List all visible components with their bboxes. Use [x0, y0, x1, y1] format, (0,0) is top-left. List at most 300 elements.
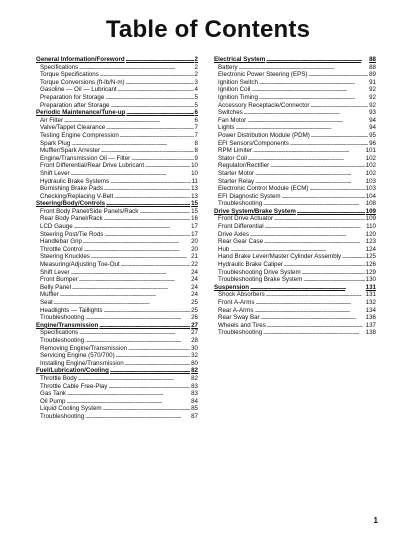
toc-entry[interactable] [36, 223, 198, 231]
toc-entry-page: 101 [365, 147, 376, 155]
toc-entry-label: Troubleshooting [40, 412, 85, 420]
toc-entry-page: 96 [369, 139, 376, 147]
dot-leader [103, 307, 190, 315]
dot-leader [114, 193, 190, 201]
dot-leader [255, 299, 364, 307]
toc-entry[interactable] [36, 253, 198, 261]
dot-leader [64, 117, 194, 125]
toc-entry-page: 3 [194, 78, 198, 86]
toc-entry[interactable] [36, 79, 198, 87]
toc-entry[interactable] [214, 117, 376, 125]
dot-leader [116, 352, 190, 360]
toc-entry-page: 28 [191, 336, 198, 344]
toc-entry-label: Rear Sway Bar [218, 314, 260, 322]
toc-entry[interactable] [214, 185, 376, 193]
toc-entry-label: Burnishing Brake Pads [40, 185, 103, 193]
toc-section-heading[interactable] [36, 109, 198, 117]
toc-entry-page: 92 [369, 101, 376, 109]
toc-entry[interactable] [214, 276, 376, 284]
toc-entry[interactable] [36, 375, 198, 383]
toc-entry-page: 17 [191, 223, 198, 231]
toc-entry[interactable] [214, 238, 376, 246]
toc-entry-page: 24 [191, 291, 198, 299]
dot-leader [239, 64, 369, 72]
toc-entry-label: Hydraulic Brake Systems [40, 177, 110, 185]
toc-entry-page: 15 [191, 207, 198, 215]
toc-entry-page: 95 [369, 131, 376, 139]
toc-entry[interactable] [214, 200, 376, 208]
toc-entry-label: Throttle Body [40, 374, 77, 382]
toc-entry-page: 92 [369, 93, 376, 101]
toc-entry-page: 9 [194, 154, 198, 162]
toc-entry-label: EFI Sensors/Components [218, 139, 289, 147]
toc-entry[interactable] [36, 360, 198, 368]
toc-entry[interactable] [214, 170, 376, 178]
toc-entry-label: Regulator/Rectifier [218, 162, 270, 170]
toc-entry-label: Ignition Switch [218, 78, 258, 86]
toc-entry-label: Preparation after Storage [40, 101, 110, 109]
toc-entry[interactable] [214, 291, 376, 299]
dot-leader [125, 360, 190, 368]
dot-leader [264, 238, 365, 246]
toc-entry[interactable] [36, 352, 198, 360]
toc-entry[interactable] [36, 102, 198, 110]
toc-entry-label: Troubleshooting [218, 200, 263, 208]
dot-leader [106, 200, 190, 208]
toc-section-heading[interactable] [36, 56, 198, 64]
toc-entry-label: Lights [218, 124, 235, 132]
toc-entry[interactable] [36, 345, 198, 353]
toc-entry-label: Air Filter [40, 116, 64, 124]
toc-entry-page: 20 [191, 245, 198, 253]
toc-entry[interactable] [36, 307, 198, 315]
dot-leader [128, 345, 190, 353]
toc-entry-label: Front A-Arms [218, 299, 255, 306]
toc-entry[interactable] [214, 269, 376, 277]
dot-leader [126, 79, 194, 87]
toc-entry-page: 110 [366, 223, 376, 231]
toc-entry-label: Switches [218, 109, 243, 117]
toc-entry-page: 5 [194, 101, 198, 109]
toc-section [36, 56, 198, 109]
toc-entry-page: 10 [191, 169, 198, 177]
toc-entry-label: Headlights — Taillights [40, 306, 103, 314]
toc-entry[interactable] [214, 215, 376, 223]
toc-entry-label: Steering Post/Tie Rods [40, 230, 104, 238]
dot-leader [106, 124, 193, 132]
dot-leader [263, 200, 365, 208]
toc-entry-page: 91 [369, 78, 376, 86]
dot-leader [265, 223, 366, 231]
dot-leader [105, 94, 193, 102]
toc-entry[interactable] [36, 215, 198, 223]
toc-entry[interactable] [36, 147, 198, 155]
dot-leader [121, 261, 190, 269]
toc-entry-label: Seat [40, 299, 53, 306]
toc-entry-label: Electronic Control Module (ECM) [218, 185, 309, 193]
dot-leader [79, 64, 193, 72]
toc-entry-page: 94 [369, 124, 376, 132]
dot-leader [250, 284, 365, 292]
toc-entry-page: 103 [365, 185, 376, 193]
toc-entry-page: 136 [365, 314, 376, 322]
toc-entry-label: Measuring/Adjusting Toe-Out [40, 261, 120, 269]
dot-leader [71, 269, 191, 277]
toc-entry-label: Shock Absorbers [218, 291, 265, 299]
toc-section-heading[interactable] [214, 284, 376, 292]
toc-entry-page: 126 [365, 261, 376, 269]
toc-entry-page: 26 [191, 314, 198, 322]
toc-entry-page: 124 [365, 245, 376, 253]
dot-leader [60, 291, 190, 299]
toc-entry-label: Ignition Coil [218, 86, 251, 94]
toc-entry-label: Electronic Power Steering (EPS) [218, 71, 308, 79]
page-number: 1 [373, 516, 378, 525]
toc-entry-label: Installing Engine/Transmission [40, 359, 124, 367]
toc-entry-page: 131 [365, 291, 376, 299]
toc-section-heading-label: General Information/Foreword [36, 56, 125, 63]
toc-entry-label: Testing Engine Compression [40, 131, 119, 139]
toc-entry-label: Troubleshooting [218, 329, 263, 337]
toc-entry-page: 7 [194, 131, 198, 139]
dot-leader [99, 322, 190, 330]
toc-entry[interactable] [36, 383, 198, 391]
toc-entry-label: Front Differential/Rear Drive Lubricant [40, 162, 145, 170]
toc-entry[interactable] [36, 162, 198, 170]
toc-entry-label: Troubleshooting [40, 336, 85, 344]
dot-leader [311, 132, 368, 140]
dot-leader [259, 79, 368, 87]
toc-entry-label: Checking/Replacing V-Belt [40, 192, 114, 200]
toc-entry-label: Gas Tank [40, 390, 67, 398]
toc-entry-label: Starter Relay [218, 177, 255, 185]
dot-leader [103, 405, 191, 413]
toc-section-heading-label: Electrical System [214, 56, 266, 63]
dot-leader [85, 337, 190, 345]
toc-entry[interactable] [214, 322, 376, 330]
toc-entry-label: Front Differential [218, 223, 264, 231]
toc-entry-label: Troubleshooting Drive System [218, 268, 301, 276]
toc-entry-label: Specifications [40, 329, 79, 337]
toc-section-heading-label: Engine/Transmission [36, 321, 99, 329]
dot-leader [118, 86, 194, 94]
dot-leader [145, 162, 190, 170]
dot-leader [104, 185, 190, 193]
toc-entry[interactable] [214, 314, 376, 322]
dot-leader [250, 231, 365, 239]
toc-entry-page: 83 [191, 382, 198, 390]
toc-entry-page: 102 [365, 154, 376, 162]
toc-entry[interactable] [214, 147, 376, 155]
dot-leader [79, 329, 190, 337]
toc-entry-label: Hub [218, 245, 230, 253]
toc-entry[interactable] [36, 238, 198, 246]
dot-leader [110, 102, 193, 110]
toc-entry-page: 104 [365, 192, 376, 200]
dot-leader [66, 398, 190, 406]
dot-leader [310, 102, 368, 110]
dot-leader [284, 261, 365, 269]
toc-entry-page: 22 [191, 261, 198, 269]
toc-entry-page: 25 [191, 306, 198, 314]
dot-leader [255, 178, 365, 186]
toc-entry[interactable] [214, 253, 376, 261]
toc-entry-label: Accessory Receptacle/Connector [218, 101, 310, 109]
toc-entry-page: 8 [194, 147, 198, 155]
toc-entry-label: Engine/Transmission Oil — Filter [40, 154, 131, 162]
toc-entry[interactable] [36, 246, 198, 254]
toc-entry-page: 93 [369, 109, 376, 117]
toc-section-heading[interactable] [214, 56, 376, 64]
toc-entry-page: 6 [194, 116, 198, 124]
dot-leader [100, 71, 194, 79]
dot-leader [263, 329, 365, 337]
toc-entry[interactable] [214, 109, 376, 117]
dot-leader [71, 170, 191, 178]
toc-entry-label: Troubleshooting [40, 314, 85, 322]
toc-entry[interactable] [36, 86, 198, 94]
toc-entry-page: 89 [369, 71, 376, 79]
toc-entry[interactable] [214, 124, 376, 132]
toc-entry[interactable] [36, 269, 198, 277]
page-title: Table of Contents [105, 16, 311, 43]
toc-entry[interactable] [36, 208, 198, 216]
dot-leader [104, 231, 190, 239]
dot-leader [101, 147, 193, 155]
toc-entry[interactable] [36, 124, 198, 132]
dot-leader [309, 185, 364, 193]
toc-entry-label: EFI Diagnostic System [218, 192, 281, 200]
toc-entry[interactable] [36, 193, 198, 201]
dot-leader [83, 238, 190, 246]
toc-entry[interactable] [214, 102, 376, 110]
toc-entry[interactable] [36, 413, 198, 421]
toc-entry[interactable] [214, 329, 376, 337]
toc-entry-label: Rear Body Panel/Rack [40, 215, 103, 223]
toc-section-heading-label: Fuel/Lubrication/Cooling [36, 367, 109, 375]
dot-leader [72, 284, 190, 292]
toc-entry[interactable] [36, 71, 198, 79]
toc-entry-page: 137 [365, 321, 376, 329]
toc-entry[interactable] [214, 140, 376, 148]
toc-entry[interactable] [36, 405, 198, 413]
dot-leader [78, 375, 190, 383]
toc-entry-page: 16 [191, 215, 198, 223]
toc-entry-page: 138 [365, 329, 376, 337]
toc-entry-page: 109 [365, 215, 376, 223]
dot-leader [259, 94, 368, 102]
toc-entry-page: 130 [365, 276, 376, 284]
toc-entry-label: Fan Motor [218, 116, 247, 124]
toc-entry-page: 21 [191, 253, 198, 261]
toc-section [214, 56, 376, 208]
toc-entry-label: Muffler/Spark Arrester [40, 147, 101, 155]
toc-entry[interactable] [36, 398, 198, 406]
dot-leader [297, 208, 365, 216]
dot-leader [236, 124, 369, 132]
toc-entry[interactable] [36, 140, 198, 148]
dot-leader [108, 383, 190, 391]
toc-entry-label: Starter Motor [218, 169, 255, 177]
toc-entry[interactable] [214, 261, 376, 269]
toc-section [36, 200, 198, 322]
toc-entry-page: 83 [191, 390, 198, 398]
toc-entry[interactable] [214, 193, 376, 201]
toc-section-heading-label: Drive System/Brake System [214, 207, 296, 215]
toc-entry[interactable] [36, 231, 198, 239]
toc-entry-page: 102 [365, 162, 376, 170]
toc-entry[interactable] [36, 178, 198, 186]
toc-entry[interactable] [214, 132, 376, 140]
toc-entry-label: Belly Panel [40, 283, 71, 291]
toc-entry-label: Muffler [40, 291, 59, 299]
toc-entry[interactable] [36, 314, 198, 322]
toc-entry[interactable] [36, 64, 198, 72]
toc-section-heading-page: 27 [191, 321, 198, 329]
toc-section-heading[interactable] [36, 322, 198, 330]
toc-section-heading-page: 82 [191, 367, 198, 375]
toc-entry[interactable] [36, 155, 198, 163]
toc-entry[interactable] [214, 178, 376, 186]
toc-entry-page: 5 [194, 93, 198, 101]
toc-entry-page: 120 [365, 230, 376, 238]
toc-entry[interactable] [36, 261, 198, 269]
toc-entry[interactable] [214, 307, 376, 315]
toc-entry-label: Drive Axles [218, 230, 249, 238]
toc-section-heading[interactable] [36, 367, 198, 375]
toc-entry-label: Valve/Tappet Clearance [40, 124, 106, 132]
toc-entry-page: 80 [191, 359, 198, 367]
toc-entry-page: 30 [191, 344, 198, 352]
toc-section-heading[interactable] [36, 200, 198, 208]
toc-entry[interactable] [36, 337, 198, 345]
toc-entry-label: Torque Specifications [40, 71, 99, 79]
toc-entry-page: 94 [369, 116, 376, 124]
toc-entry[interactable] [214, 231, 376, 239]
toc-section-heading-label: Suspension [214, 283, 250, 291]
dot-leader [126, 56, 194, 64]
toc-entry-page: 125 [365, 253, 376, 261]
toc-entry[interactable] [36, 94, 198, 102]
toc-entry-label: Liquid Cooling System [40, 405, 102, 413]
dot-leader [248, 155, 365, 163]
toc-entry[interactable] [214, 155, 376, 163]
toc-entry[interactable] [214, 79, 376, 87]
dot-leader [270, 162, 364, 170]
dot-leader [274, 215, 365, 223]
dot-leader [230, 246, 364, 254]
toc-entry-page: 20 [191, 238, 198, 246]
toc-entry-label: Handlebar Grip [40, 238, 82, 246]
dot-leader [126, 109, 193, 117]
dot-leader [261, 314, 365, 322]
toc-entry-page: 108 [365, 200, 376, 208]
toc-entry-page: 13 [191, 192, 198, 200]
toc-entry[interactable] [36, 185, 198, 193]
toc-entry[interactable] [36, 299, 198, 307]
toc-entry-label: LCD Gauge [40, 223, 73, 231]
toc-entry-label: Gasoline — Oil — Lubricant [40, 86, 117, 94]
toc-entry-label: Servicing Engine (570/700) [40, 352, 115, 360]
dot-leader [131, 155, 193, 163]
dot-leader [253, 147, 365, 155]
toc-entry[interactable] [214, 246, 376, 254]
toc-section-heading-page: 6 [194, 109, 198, 117]
toc-entry-label: Removing Engine/Transmission [40, 344, 128, 352]
toc-entry-label: Stator Coil [218, 154, 247, 162]
toc-entry[interactable] [36, 284, 198, 292]
toc-section-heading-page: 15 [191, 200, 198, 208]
dot-leader [120, 132, 194, 140]
toc-entry[interactable] [36, 276, 198, 284]
toc-entry-label: Shift Lever [40, 169, 70, 177]
dot-leader [266, 56, 368, 64]
dot-leader [342, 253, 365, 261]
toc-section-heading-page: 109 [365, 207, 376, 215]
toc-entry[interactable] [36, 132, 198, 140]
toc-entry[interactable] [214, 64, 376, 72]
toc-section [36, 109, 198, 200]
toc-entry-page: 11 [191, 177, 198, 185]
toc-entry[interactable] [36, 329, 198, 337]
dot-leader [303, 276, 364, 284]
dot-leader [91, 253, 190, 261]
toc-entry-page: 103 [365, 177, 376, 185]
toc-entry-page: 123 [365, 238, 376, 246]
dot-leader [110, 367, 190, 375]
toc-entry-page: 82 [191, 374, 198, 382]
toc-entry-page: 102 [365, 169, 376, 177]
toc-section-heading-page: 88 [369, 56, 376, 63]
toc-entry-label: Front Body Panel/Side Panels/Rack [40, 207, 139, 215]
toc-entry[interactable] [214, 299, 376, 307]
toc-section-heading-label: Periodic Maintenance/Tune-up [36, 109, 126, 117]
toc-entry-page: 2 [194, 63, 198, 71]
toc-entry-page: 134 [365, 306, 376, 314]
toc-entry[interactable] [214, 162, 376, 170]
toc-right-column [214, 56, 376, 337]
dot-leader [84, 246, 190, 254]
dot-leader [247, 117, 368, 125]
toc-entry[interactable] [214, 71, 376, 79]
toc-entry-page: 7 [194, 124, 198, 132]
dot-leader [251, 86, 368, 94]
toc-entry[interactable] [36, 390, 198, 398]
toc-entry-page: 88 [369, 63, 376, 71]
toc-entry-page: 24 [191, 283, 198, 291]
toc-entry[interactable] [36, 291, 198, 299]
toc-entry[interactable] [214, 86, 376, 94]
toc-entry[interactable] [214, 223, 376, 231]
toc-entry[interactable] [214, 94, 376, 102]
toc-entry-label: Throttle Cable Free-Play [40, 382, 108, 390]
toc-entry-page: 84 [191, 397, 198, 405]
dot-leader [110, 178, 190, 186]
dot-leader [267, 322, 365, 330]
toc-entry-label: Ignition Timing [218, 93, 258, 101]
dot-leader [244, 109, 368, 117]
toc-entry[interactable] [36, 117, 198, 125]
toc-section [214, 284, 376, 337]
toc-entry-label: Rear Gear Case [218, 238, 264, 246]
dot-leader [104, 215, 191, 223]
toc-entry-label: Front Drive Actuator [218, 215, 274, 223]
dot-leader [266, 291, 365, 299]
toc-entry-label: Spark Plug [40, 139, 71, 147]
toc-entry-label: Steering Knuckles [40, 253, 90, 261]
toc-entry[interactable] [36, 170, 198, 178]
toc-section-heading[interactable] [214, 208, 376, 216]
